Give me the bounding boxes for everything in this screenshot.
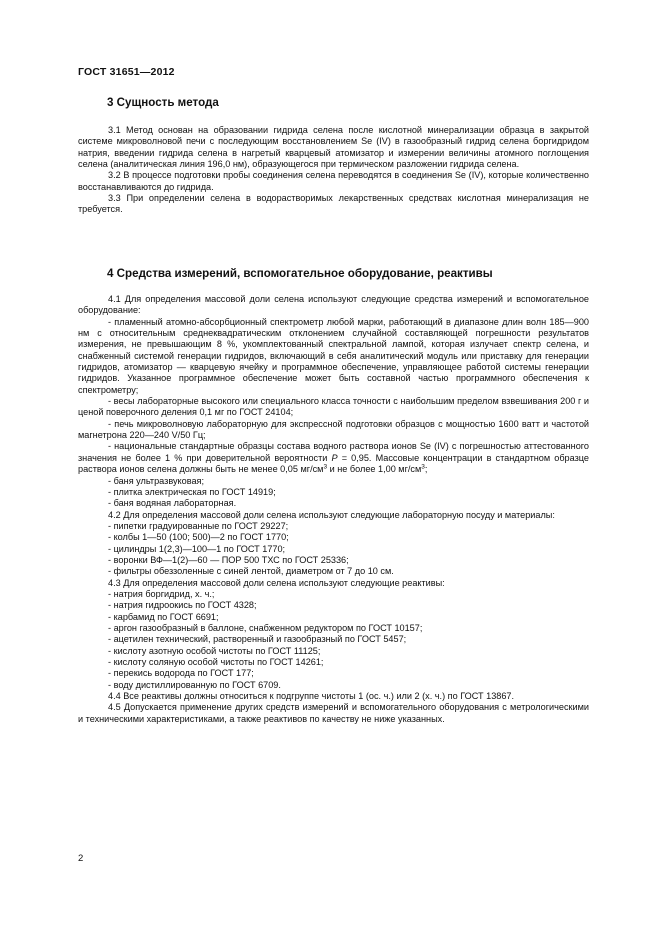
text-span: и не более 1,00 мг/см xyxy=(327,464,422,475)
list-item: - перекись водорода по ГОСТ 177; xyxy=(108,668,254,679)
list-item: - натрия гидроокись по ГОСТ 4328; xyxy=(108,600,257,611)
superscript: 3 xyxy=(421,463,425,471)
list-item: - кислоту азотную особой чистоты по ГОСТ 11125; xyxy=(108,645,321,656)
list-item: - пипетки градуированные по ГОСТ 29227; xyxy=(108,520,289,531)
section-3-body xyxy=(78,125,589,216)
paragraph-3-3: 3.3 При определении селена в водорастворимых лекарственных средствах кислотная минерализация не требуется. xyxy=(78,193,589,215)
text-span: - национальные стандартные образцы состава водного раствора ионов Se (IV) с погрешностью аттестованного значения не более 1 % при доверительной вероятности xyxy=(78,441,589,463)
paragraph-4-2: 4.2 Для определения массовой доли селена используют следующие лабораторную посуду и материалы: xyxy=(108,509,555,520)
list-item: - колбы 1—50 (100; 500)—2 по ГОСТ 1770; xyxy=(108,532,289,543)
section-4-body xyxy=(78,294,589,725)
list-item: - плитка электрическая по ГОСТ 14919; xyxy=(108,486,276,497)
list-item: - карбамид по ГОСТ 6691; xyxy=(108,611,219,622)
text-span: = 0,95. Массовые концентрации в стандартном образце раствора ионов селена должны быть не менее 0,05 мг/см xyxy=(78,452,589,475)
text-span: ; xyxy=(424,464,428,475)
list-item: - воронки ВФ—1(2)—60 — ПОР 500 ТХС по ГОСТ 25336; xyxy=(108,554,349,565)
list-item: - баня ультразвуковая; xyxy=(108,475,204,486)
section-4-title: 4 Средства измерений, вспомогательное оборудование, реактивы xyxy=(107,267,493,280)
section-3-title: 3 Сущность метода xyxy=(107,96,219,109)
superscript: 3 xyxy=(323,463,328,471)
list-item: - цилиндры 1(2,3)—100—1 по ГОСТ 1770; xyxy=(108,543,286,554)
page-number: 2 xyxy=(78,853,84,864)
list-item: - фильтры обеззоленные с синей лентой, диаметром от 7 до 10 см. xyxy=(108,566,394,577)
list-item: - пламенный атомно-абсорбционный спектрометр любой марки, работающий в диапазоне длин волн 185—900 нм с относительным среднеквадратическим отклонением случайной составляющей погрешности результатов измерения, не превышающим 8 %, укомплектованный спектральной лампой, которая излучает спектр селена, и снабженный системой генерации гидридов, включающий в себя аналитический модуль или приставку для генерации гидридов, атомизатор — кварцевую ячейку и программное обеспечение, управляющее работой системы генерации гидридов. Указанное программное обеспечение может быть составной частью программного обеспечения к спектрометру; xyxy=(78,316,589,395)
list-item: - натрия боргидрид, х. ч.; xyxy=(108,588,215,599)
list-item: - воду дистиллированную по ГОСТ 6709. xyxy=(108,679,281,690)
paragraph-4-5: 4.5 Допускается применение других средств измерений и вспомогательного оборудования с метрологическими и техническими характеристиками, а также реактивов по качеству не ниже указанных. xyxy=(78,702,589,724)
paragraph-4-1: 4.1 Для определения массовой доли селена используют следующие средства измерений и вспомогательное оборудование: xyxy=(78,294,589,316)
paragraph-3-1: 3.1 Метод основан на образовании гидрида селена после кислотной минерализации образца в закрытой системе микроволновой печи с последующим восстановлением Se (IV) в газообразный гидрид селена боргидридом натрия, введении гидрида селена в нагретый кварцевый атомизатор и измерении величины атомного поглощения селена (аналитическая линия 196,0 нм), образующегося при термическом разложении гидрида селена. xyxy=(78,125,589,170)
document-header: ГОСТ 31651—2012 xyxy=(78,66,175,78)
list-item: - кислоту соляную особой чистоты по ГОСТ 14261; xyxy=(108,657,324,667)
list-item: - аргон газообразный в баллоне, снабженном редуктором по ГОСТ 10157; xyxy=(108,622,423,633)
paragraph-4-4: 4.4 Все реактивы должны относиться к подгруппе чистоты 1 (ос. ч.) или 2 (х. ч.) по ГОСТ 13867. xyxy=(108,691,515,702)
list-item: - весы лабораторные высокого или специального класса точности с наибольшим пределом взвешивания 200 г и ценой поверочного деления 0,1 мг по ГОСТ 24104; xyxy=(78,396,589,418)
list-item: - баня водяная лабораторная. xyxy=(108,498,237,509)
list-item: - ацетилен технический, растворенный и газообразный по ГОСТ 5457; xyxy=(108,634,407,645)
list-item: - печь микроволновую лабораторную для экспрессной подготовки образцов с мощностью 1600 ватт и частотой магнетрона 220—240 V/50 Гц; xyxy=(78,418,589,441)
paragraph-4-3: 4.3 Для определения массовой доли селена используют следующие реактивы: xyxy=(108,577,445,588)
probability-symbol: P xyxy=(331,452,338,463)
list-item-reference-samples xyxy=(78,441,589,475)
paragraph-3-2: 3.2 В процессе подготовки пробы соединения селена переводятся в соединения Se (IV), которые количественно восстанавливаются до гидрида. xyxy=(78,170,589,192)
